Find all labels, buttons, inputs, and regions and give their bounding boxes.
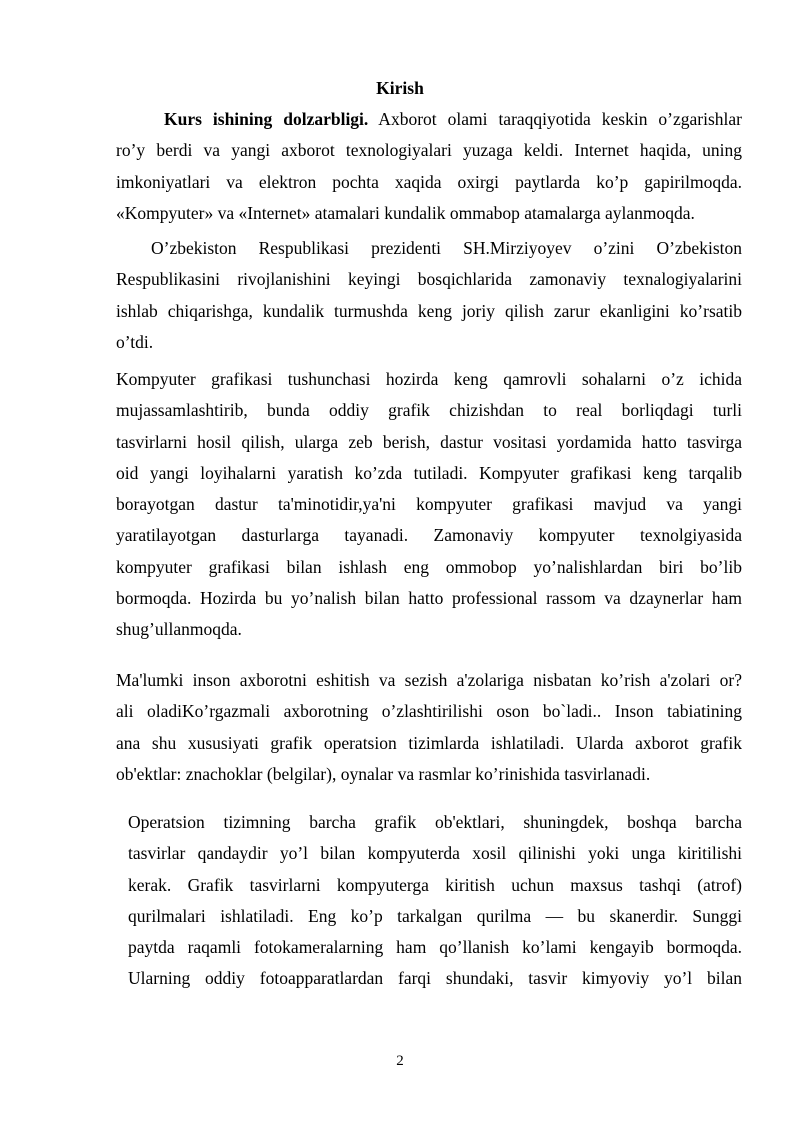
paragraph-line: imkoniyatlari va elektron pochta xaqida oxirgi paytlarda ko’p gapirilmoqda. <box>116 171 742 192</box>
paragraph-line: ishlab chiqarishga, kundalik turmushda keng joriy qilish zarur ekanligini ko’rsatib <box>116 300 742 321</box>
paragraph-line: O’zbekiston Respublikasi prezidenti SH.Mirziyoyev o’zini O’zbekiston <box>151 238 742 258</box>
paragraph-input-devices <box>128 807 742 995</box>
paragraph-line: kerak. Grafik tasvirlarni kompyuterga kiritish uchun maxsus tashqi (atrof) <box>128 874 742 895</box>
paragraph-line: tasvirlarni hosil qilish, ularga zeb berish, dastur vositasi yordamida hatto tasvirga <box>116 431 742 452</box>
paragraph-line: Operatsion tizimning barcha grafik ob'ektlari, shuningdek, boshqa barcha <box>128 812 742 832</box>
paragraph-relevance <box>116 104 742 229</box>
paragraph-line: qurilmalari ishlatiladi. Eng ko’p tarkalgan qurilma — bu skanerdir. Sunggi <box>128 905 742 926</box>
paragraph-line: Kompyuter grafikasi tushunchasi hozirda keng qamrovli sohalarni o’z ichida <box>116 369 742 389</box>
paragraph-line: borayotgan dastur ta'minotidir,ya'ni kompyuter grafikasi mavjud va yangi <box>116 494 742 515</box>
paragraph-line: oid yangi loyihalarni yaratish ko’zda tutiladi. Kompyuter grafikasi keng tarqalib <box>116 462 742 483</box>
paragraph-line: kompyuter grafikasi bilan ishlash eng ommobop yo’nalishlardan biri bo’lib <box>116 556 742 577</box>
page-title: Kirish <box>376 78 424 98</box>
paragraph-line: o’tdi. <box>116 331 154 352</box>
paragraph-line: Respublikasini rivojlanishini keyingi bosqichlarida zamonaviy texnalogiyalarini <box>116 269 742 290</box>
paragraph-line: paytda raqamli fotokameralarning ham qo’llanish ko’lami kengayib bormoqda. <box>128 937 742 958</box>
paragraph-line: Ularning oddiy fotoapparatlardan farqi shundaki, tasvir kimyoviy yo’l bilan <box>128 968 742 989</box>
paragraph-president <box>116 233 742 358</box>
paragraph-line: yaratilayotgan dasturlarga tayanadi. Zamonaviy kompyuter texnolgiyasida <box>116 525 742 546</box>
paragraph-line: «Kompyuter» va «Internet» atamalari kundalik ommabop atamalarga aylanmoqda. <box>116 202 695 223</box>
paragraph-line: tasvirlar qandaydir yo’l bilan kompyuterda xosil qilinishi yoki unga kiritilishi <box>128 843 742 864</box>
bold-lead: Kurs ishining dolzarbligi. <box>164 109 369 129</box>
page-number: 2 <box>396 1053 404 1069</box>
paragraph-line: Kurs ishining dolzarbligi. Axborot olami taraqqiyotida keskin o’zgarishlar <box>164 109 742 129</box>
paragraph-visual-info <box>116 665 742 790</box>
paragraph-line: shug’ullanmoqda. <box>116 619 242 640</box>
paragraph-line: ob'ektlar: znachoklar (belgilar), oynalar va rasmlar ko’rinishida tasvirlanadi. <box>116 763 651 784</box>
paragraph-line: Ma'lumki inson axborotni eshitish va sezish a'zolariga nisbatan ko’rish a'zolari or? <box>116 670 742 690</box>
paragraph-line: ali oladiKo’rgazmali axborotning o’zlashtirilishi oson bo`ladi.. Inson tabiatining <box>116 701 742 722</box>
paragraph-graphics <box>116 364 742 646</box>
paragraph-line: mujassamlashtirib, bunda oddiy grafik chizishdan to real borliqdagi turli <box>116 400 742 421</box>
paragraph-line: ro’y berdi va yangi axborot texnologiyalari yuzaga keldi. Internet haqida, uning <box>116 140 742 161</box>
paragraph-line: ana shu xususiyati grafik operatsion tizimlarda ishlatiladi. Ularda axborot grafik <box>116 732 742 753</box>
paragraph-line: bormoqda. Hozirda bu yo’nalish bilan hatto professional rassom va dzaynerlar ham <box>116 588 742 609</box>
